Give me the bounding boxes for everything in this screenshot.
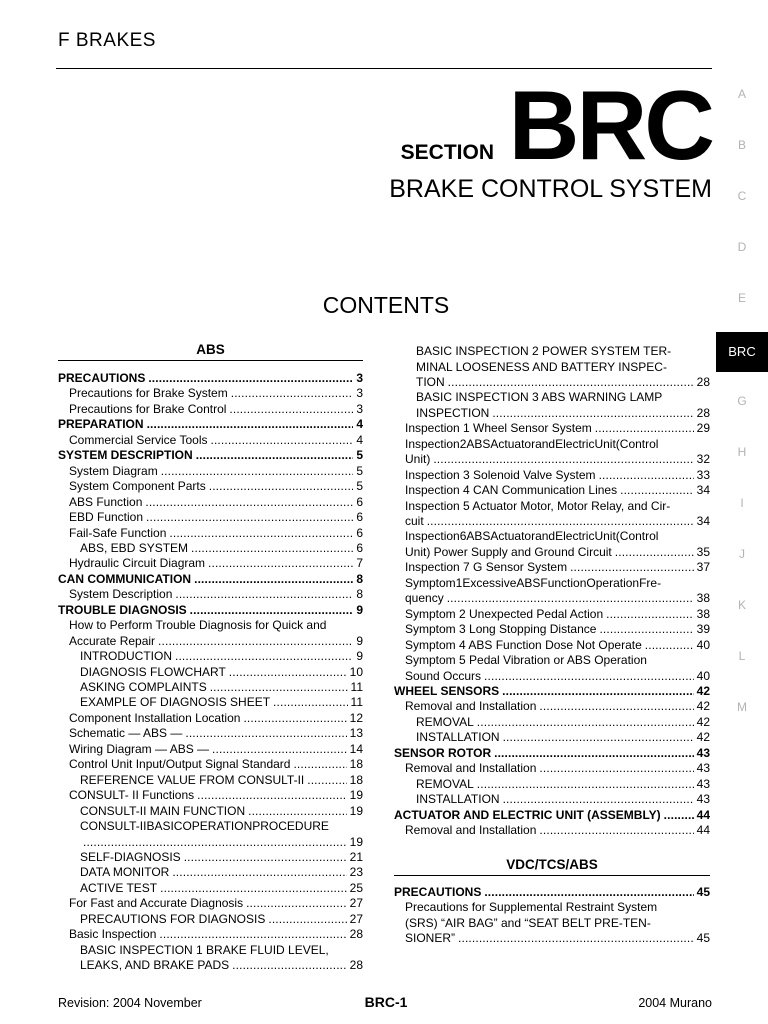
toc-entry[interactable] [58, 711, 363, 727]
toc-page-number: 8 [356, 587, 363, 602]
toc-entry[interactable] [58, 927, 363, 943]
toc-entry[interactable] [394, 483, 710, 499]
toc-entry-title: Inspection 1 Wheel Sensor System [405, 421, 592, 436]
toc-entry-title: CAN COMMUNICATION [58, 571, 192, 586]
toc-entry[interactable] [58, 495, 363, 511]
footer-page-number: BRC-1 [364, 994, 408, 1010]
toc-entry-title: Symptom 4 ABS Function Dose Not Operate [405, 637, 642, 652]
toc-dot-leader [211, 433, 354, 449]
toc-dot-leader [427, 514, 694, 530]
toc-page-number: 11 [350, 695, 363, 710]
toc-dot-leader [494, 746, 694, 762]
toc-dot-leader [243, 711, 346, 727]
toc-page-number: 9 [356, 602, 363, 617]
toc-entry[interactable] [394, 529, 710, 560]
toc-page-number: 45 [696, 885, 710, 899]
toc-page-number: 28 [349, 958, 363, 973]
toc-entry-title: Removal and Installation [405, 761, 537, 776]
toc-dot-leader [172, 865, 346, 881]
toc-entry[interactable] [58, 881, 363, 897]
toc-page-number: 6 [356, 525, 363, 540]
toc-page-number: 37 [696, 560, 710, 575]
toc-entry-title: DATA MONITOR [80, 865, 170, 880]
toc-entry-title: TION [416, 375, 445, 389]
toc-page-number: 38 [696, 591, 710, 606]
section-group-label: F BRAKES [58, 30, 156, 51]
toc-dot-leader [595, 421, 694, 437]
toc-page-number: 11 [350, 680, 363, 694]
toc-page-number: 4 [356, 432, 363, 447]
toc-page-number: 5 [356, 448, 363, 463]
toc-entry-title: Inspection 3 Solenoid Valve System [405, 467, 596, 482]
toc-page-number: 43 [696, 792, 710, 807]
toc-dot-leader [158, 634, 353, 650]
toc-page-number: 28 [696, 405, 710, 420]
toc-entry-title: Schematic — ABS — [69, 726, 183, 741]
toc-entry-title: REMOVAL [416, 714, 474, 729]
toc-dot-leader [145, 495, 353, 511]
toc-dot-leader [664, 808, 694, 824]
toc-entry[interactable] [58, 464, 363, 480]
toc-page-number: 19 [349, 788, 363, 803]
toc-page-number: 44 [696, 822, 710, 837]
toc-entry[interactable] [58, 865, 363, 881]
toc-dot-leader [502, 684, 694, 700]
toc-entry[interactable] [394, 344, 710, 391]
toc-page-number: 12 [349, 710, 363, 725]
toc-entry-title: CONSULT-II MAIN FUNCTION [80, 803, 246, 818]
toc-page-number: 45 [696, 931, 710, 946]
toc-dot-leader [191, 541, 353, 557]
toc-page-number: 29 [696, 421, 710, 436]
toc-page-number: 33 [696, 467, 710, 482]
toc-page-number: 27 [349, 896, 363, 911]
toc-entry[interactable] [58, 386, 363, 402]
toc-entry-title: INSTALLATION [416, 792, 500, 807]
toc-page-number: 43 [696, 776, 710, 791]
toc-dot-leader [448, 375, 694, 391]
toc-entry[interactable] [58, 402, 363, 418]
toc-dot-leader [606, 607, 694, 623]
toc-dot-leader [248, 804, 347, 820]
toc-page-number: 7 [356, 556, 363, 571]
toc-page-number: 28 [349, 927, 363, 942]
section-tab-e[interactable]: E [737, 291, 746, 305]
section-tab-brc[interactable]: BRC [716, 332, 768, 372]
toc-page-number: 42 [696, 699, 710, 714]
toc-entry[interactable] [394, 653, 710, 684]
toc-entry[interactable] [394, 730, 710, 746]
toc-page-number: 6 [356, 540, 363, 555]
toc-page-number: 40 [696, 668, 710, 683]
toc-entry[interactable] [394, 622, 710, 638]
toc-page-number: 44 [696, 807, 710, 822]
toc-dot-leader [185, 726, 346, 742]
toc-entry[interactable] [58, 695, 363, 711]
section-tab-i[interactable]: I [740, 496, 744, 510]
toc-entry-title: ABS, EBD SYSTEM [80, 540, 189, 555]
toc-entry[interactable] [394, 437, 710, 468]
footer-model: 2004 Murano [638, 996, 712, 1010]
toc-entry[interactable] [58, 526, 363, 542]
toc-entry-title: Commercial Service Tools [69, 432, 208, 447]
toc-dot-leader [477, 715, 694, 731]
toc-section-heading[interactable] [58, 448, 363, 464]
toc-page-number: 10 [349, 664, 363, 679]
toc-entry-text-line: Inspection 5 Actuator Motor, Motor Relay, and Cir- [405, 498, 671, 513]
toc-entry-title: REMOVAL [416, 776, 474, 791]
toc-entry-title: Unit) [405, 452, 431, 467]
toc-entry-text-line: Inspection2ABSActuatorandElectricUnit(Control [405, 436, 659, 451]
toc-entry-title: Fail-Safe Function [69, 525, 167, 540]
toc-dot-leader [307, 773, 346, 789]
toc-entry-title: REFERENCE VALUE FROM CONSULT-II [80, 772, 305, 787]
toc-entry[interactable] [394, 421, 710, 437]
toc-entry-title: Removal and Installation [405, 699, 537, 714]
toc-entry[interactable] [58, 510, 363, 526]
toc-page-number: 43 [696, 761, 710, 776]
toc-page-number: 8 [356, 571, 363, 586]
toc-dot-leader [599, 468, 694, 484]
toc-entry-title: System Description [69, 587, 173, 602]
toc-dot-leader [570, 560, 694, 576]
toc-entry-title: ACTIVE TEST [80, 880, 158, 895]
toc-page-number: 6 [356, 510, 363, 525]
toc-entry[interactable] [58, 726, 363, 742]
toc-entry-title: Hydraulic Circuit Diagram [69, 556, 206, 571]
section-tab-h[interactable]: H [737, 445, 747, 459]
toc-entry-text-line: Symptom1ExcessiveABSFunctionOperationFre- [405, 575, 662, 590]
toc-entry-title: Control Unit Input/Output Signal Standard [69, 757, 291, 772]
toc-dot-leader [229, 665, 347, 681]
toc-dot-leader [169, 526, 353, 542]
toc-entry-title: Component Installation Location [69, 710, 241, 725]
toc-entry-title: ACTUATOR AND ELECTRIC UNIT (ASSEMBLY) [394, 807, 661, 822]
toc-entry[interactable] [58, 618, 363, 649]
toc-entry-title: cuit [405, 514, 424, 528]
toc-entry[interactable] [394, 792, 710, 808]
toc-entry-text-line: Precautions for Supplemental Restraint System [405, 900, 658, 915]
section-tab-d[interactable]: D [737, 240, 747, 254]
toc-entry[interactable] [394, 638, 710, 654]
toc-entry-text-line: How to Perform Trouble Diagnosis for Quick and [69, 618, 327, 633]
toc-dot-leader [161, 464, 354, 480]
toc-entry-title: PRECAUTIONS FOR DIAGNOSIS [80, 911, 266, 926]
section-tab-j[interactable]: J [739, 547, 745, 561]
toc-dot-leader [539, 761, 693, 777]
section-tab-b[interactable]: B [737, 138, 746, 152]
toc-page-number: 3 [356, 386, 363, 401]
toc-page-number: 3 [356, 401, 363, 416]
toc-dot-leader [83, 835, 347, 851]
toc-entry-text-line: BASIC INSPECTION 2 POWER SYSTEM TER- [416, 344, 672, 358]
toc-dot-leader [433, 452, 693, 468]
toc-page-number: 21 [349, 849, 363, 864]
toc-dot-leader [160, 881, 347, 897]
toc-section-heading[interactable] [394, 684, 710, 700]
toc-entry[interactable] [58, 896, 363, 912]
toc-dot-leader [503, 792, 694, 808]
toc-dot-leader [273, 695, 347, 711]
toc-dot-leader [210, 680, 348, 696]
toc-entry-title: PRECAUTIONS [394, 885, 482, 899]
toc-dot-leader [645, 638, 694, 654]
header-rule [56, 68, 712, 69]
toc-dot-leader [146, 510, 353, 526]
toc-section-heading[interactable] [58, 572, 363, 588]
toc-dot-leader [447, 591, 694, 607]
toc-entry-title: quency [405, 591, 444, 606]
toc-section-heading[interactable] [58, 371, 363, 387]
toc-entry[interactable] [394, 576, 710, 607]
toc-entry[interactable] [394, 777, 710, 793]
section-index-tabs [716, 0, 768, 760]
toc-entry-text-line: Symptom 5 Pedal Vibration or ABS Operation [405, 653, 647, 667]
toc-entry[interactable] [58, 850, 363, 866]
toc-entry-title: SIONER” [405, 931, 456, 946]
section-code: BRC [508, 70, 712, 180]
toc-entry-title: Symptom 3 Long Stopping Distance [405, 622, 597, 637]
toc-dot-leader [197, 788, 346, 804]
toc-entry-title: INSTALLATION [416, 730, 500, 745]
toc-entry-title: Wiring Diagram — ABS — [69, 741, 210, 756]
toc-entry-title: Accurate Repair [69, 633, 156, 648]
toc-dot-leader [194, 572, 353, 588]
toc-entry-title: CONSULT- II Functions [69, 788, 195, 803]
toc-dot-leader [484, 669, 694, 685]
toc-entry-title: PREPARATION [58, 417, 144, 432]
toc-dot-leader [175, 649, 353, 665]
toc-dot-leader [503, 730, 694, 746]
section-title: BRAKE CONTROL SYSTEM [389, 175, 712, 203]
toc-entry-text-line: BASIC INSPECTION 3 ABS WARNING LAMP [416, 390, 663, 405]
toc-entry[interactable] [58, 649, 363, 665]
toc-group-heading-vdc-tcs-abs: VDC/TCS/ABS [394, 856, 710, 876]
toc-entry[interactable] [58, 587, 363, 603]
toc-entry[interactable] [394, 468, 710, 484]
toc-dot-leader [293, 757, 346, 773]
toc-entry-title: EXAMPLE OF DIAGNOSIS SHEET [80, 695, 271, 710]
toc-entry[interactable] [58, 819, 363, 850]
section-tab-l[interactable]: L [738, 649, 746, 663]
toc-dot-leader [458, 931, 694, 947]
toc-dot-leader [231, 386, 354, 402]
toc-group-heading-abs: ABS [58, 341, 363, 361]
toc-entry-text-line: Inspection6ABSActuatorandElectricUnit(Control [405, 529, 659, 544]
toc-dot-leader [190, 603, 354, 619]
toc-page-number: 40 [696, 637, 710, 652]
toc-entry[interactable] [58, 541, 363, 557]
toc-dot-leader [175, 587, 353, 603]
toc-entry-title: Precautions for Brake System [69, 386, 228, 401]
toc-dot-leader [615, 545, 694, 561]
toc-dot-leader [212, 742, 347, 758]
toc-page-number: 19 [349, 834, 363, 849]
toc-page-number: 34 [696, 483, 710, 498]
toc-entry-text-line: (SRS) “AIR BAG” and “SEAT BELT PRE-TEN- [405, 915, 651, 930]
section-word: SECTION [400, 141, 494, 164]
toc-entry[interactable] [58, 757, 363, 773]
toc-page-number: 14 [349, 741, 363, 756]
toc-dot-leader [539, 699, 693, 715]
toc-page-number: 13 [349, 726, 363, 741]
toc-entry[interactable] [394, 390, 710, 421]
section-tab-a[interactable]: A [737, 87, 746, 101]
toc-page-number: 23 [349, 865, 363, 880]
toc-page-number: 18 [349, 757, 363, 772]
toc-entry[interactable] [394, 699, 710, 715]
section-tab-k[interactable]: K [737, 598, 746, 612]
toc-section-heading[interactable] [394, 746, 710, 762]
toc-dot-leader [196, 448, 354, 464]
toc-dot-leader [539, 823, 693, 839]
toc-entry-title: ASKING COMPLAINTS [80, 680, 207, 694]
toc-page-number: 4 [356, 417, 363, 432]
toc-entry[interactable] [394, 560, 710, 576]
toc-entry-text-line: BASIC INSPECTION 1 BRAKE FLUID LEVEL, [80, 942, 329, 957]
toc-entry-title: Inspection 7 G Sensor System [405, 560, 568, 575]
toc-dot-leader [184, 850, 347, 866]
toc-section-heading[interactable] [394, 808, 710, 824]
toc-dot-leader [209, 479, 354, 495]
section-tab-m[interactable]: M [737, 700, 747, 714]
toc-entry-title: DIAGNOSIS FLOWCHART [80, 664, 226, 679]
toc-entry[interactable] [58, 773, 363, 789]
toc-dot-leader [159, 927, 346, 943]
toc-page-number: 3 [356, 371, 363, 385]
toc-entry[interactable] [394, 499, 710, 530]
toc-page-number: 35 [696, 544, 710, 559]
toc-page-number: 25 [349, 880, 363, 895]
toc-entry[interactable] [58, 433, 363, 449]
toc-entry-title: Inspection 4 CAN Communication Lines [405, 483, 618, 498]
toc-entry[interactable] [394, 607, 710, 623]
toc-entry[interactable] [58, 804, 363, 820]
toc-entry-title: EBD Function [69, 510, 144, 525]
toc-page-number: 42 [696, 730, 710, 745]
toc-entry-title: System Component Parts [69, 479, 206, 494]
toc-entry-title: Precautions for Brake Control [69, 401, 227, 416]
toc-page-number: 5 [356, 479, 363, 494]
toc-entry-text-line: MINAL LOOSENESS AND BATTERY INSPEC- [416, 359, 667, 374]
toc-dot-leader [229, 402, 353, 418]
toc-entry-title: SENSOR ROTOR [394, 745, 492, 760]
toc-entry-title: PRECAUTIONS [58, 371, 146, 385]
toc-dot-leader [477, 777, 694, 793]
toc-page-number: 42 [696, 683, 710, 698]
footer-revision: Revision: 2004 November [58, 996, 202, 1010]
toc-dot-leader [246, 896, 347, 912]
toc-entry-title: INSPECTION [416, 405, 490, 420]
contents-title: CONTENTS [322, 292, 450, 318]
toc-dot-leader [484, 885, 693, 901]
toc-page-number: 18 [349, 772, 363, 787]
toc-page-number: 9 [356, 649, 363, 664]
toc-section-heading[interactable] [58, 603, 363, 619]
toc-entry-title: Symptom 2 Unexpected Pedal Action [405, 606, 604, 621]
toc-page-number: 6 [356, 494, 363, 509]
toc-entry-title: WHEEL SENSORS [394, 683, 500, 698]
toc-page-number: 9 [356, 633, 363, 648]
toc-page-number: 27 [349, 911, 363, 926]
toc-dot-leader [492, 406, 693, 422]
toc-entry-title: Basic Inspection [69, 927, 157, 942]
toc-page-number: 34 [696, 514, 710, 528]
toc-page-number: 19 [349, 803, 363, 818]
toc-page-number: 5 [356, 463, 363, 478]
toc-section-heading[interactable] [394, 885, 710, 901]
toc-entry[interactable] [394, 715, 710, 731]
toc-entry[interactable] [58, 556, 363, 572]
toc-dot-leader [232, 958, 346, 974]
toc-dot-leader [208, 556, 353, 572]
toc-dot-leader [620, 483, 694, 499]
toc-page-number: 42 [696, 714, 710, 729]
toc-page-number: 32 [696, 452, 710, 467]
toc-section-heading[interactable] [58, 417, 363, 433]
toc-page-number: 38 [696, 606, 710, 621]
toc-entry-title: For Fast and Accurate Diagnosis [69, 896, 244, 911]
toc-entry[interactable] [58, 788, 363, 804]
toc-page-number: 28 [696, 375, 710, 389]
toc-entry[interactable] [58, 479, 363, 495]
toc-page-number: 39 [696, 622, 710, 637]
toc-entry[interactable] [58, 665, 363, 681]
toc-dot-leader [148, 371, 353, 387]
toc-dot-leader [599, 622, 693, 638]
toc-entry-title: SYSTEM DESCRIPTION [58, 448, 193, 463]
toc-entry[interactable] [58, 943, 363, 974]
toc-entry-title: Unit) Power Supply and Ground Circuit [405, 544, 612, 559]
toc-entry-title: TROUBLE DIAGNOSIS [58, 602, 187, 617]
section-tab-g[interactable]: G [737, 394, 747, 408]
toc-entry[interactable] [58, 680, 363, 696]
toc-entry[interactable] [58, 912, 363, 928]
toc-entry-title: Removal and Installation [405, 822, 537, 837]
toc-entry-title: SELF-DIAGNOSIS [80, 849, 181, 864]
toc-entry[interactable] [394, 823, 710, 839]
toc-entry-title: ABS Function [69, 494, 143, 509]
toc-dot-leader [268, 912, 346, 928]
toc-entry-title: INTRODUCTION [80, 649, 172, 664]
toc-entry-title: LEAKS, AND BRAKE PADS [80, 958, 230, 973]
toc-entry[interactable] [394, 761, 710, 777]
toc-dot-leader [147, 417, 354, 433]
toc-entry-title: System Diagram [69, 463, 158, 478]
toc-entry-text-line: CONSULT-IIBASICOPERATIONPROCEDURE [80, 819, 329, 834]
toc-entry-title: Sound Occurs [405, 668, 482, 683]
toc-page-number: 43 [696, 745, 710, 760]
section-tab-c[interactable]: C [737, 189, 747, 203]
toc-entry[interactable] [394, 900, 710, 947]
toc-entry[interactable] [58, 742, 363, 758]
